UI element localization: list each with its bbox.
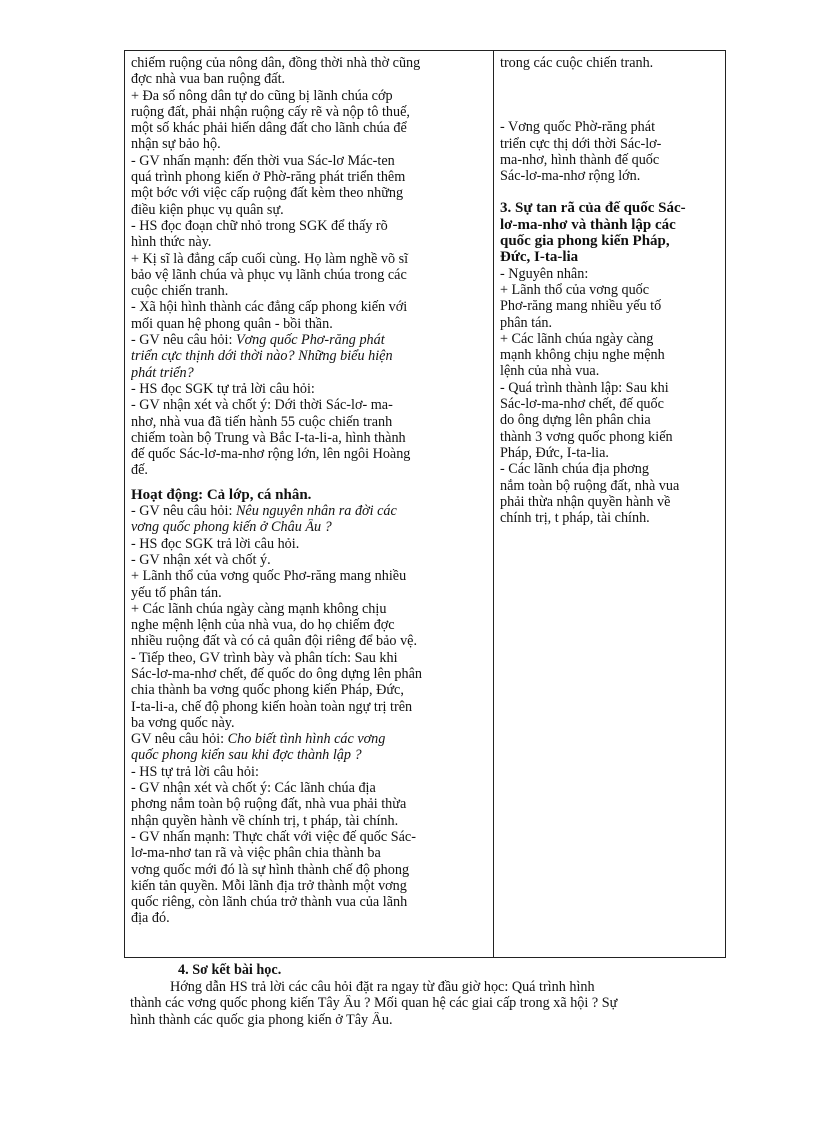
text-line: lệnh của nhà vua.	[500, 363, 600, 380]
text-line: ba vơng quốc này.	[131, 714, 235, 731]
text-line: Sác-lơ-ma-nhơ rộng lớn.	[500, 168, 641, 185]
text-line: nghe mệnh lệnh của nhà vua, do họ chiếm đợc	[131, 617, 395, 634]
text-line: - Tiếp theo, GV trình bày và phân tích: Sau khi	[131, 649, 398, 666]
teacher-student-activities-column	[131, 55, 486, 927]
summary-line: Hớng dẫn HS trả lời các câu hỏi đặt ra ngay từ đầu giờ học: Quá trình hình	[170, 978, 595, 995]
text-line: bảo vệ lãnh chúa và phục vụ lãnh chúa trong các	[131, 266, 407, 283]
text-line: đế.	[131, 462, 148, 479]
question-line: quốc phong kiến sau khi đợc thành lập ?	[131, 747, 362, 764]
text-line: phơng nắm toàn bộ ruộng đất, nhà vua phải thừa	[131, 796, 407, 813]
summary-line: thành các vơng quốc phong kiến Tây Âu ? Mối quan hệ các giai cấp trong xã hội ? Sự	[130, 995, 618, 1011]
text-line: ma-nhơ, hình thành đế quốc	[500, 151, 660, 168]
text-line: nhơ, nhà vua đã tiến hành 55 cuộc chiến tranh	[131, 413, 393, 430]
activity-heading: Hoạt động: Cả lớp, cá nhân.	[131, 486, 312, 503]
key-points-column	[500, 55, 720, 526]
text-line: - Quá trình thành lập: Sau khi	[500, 379, 669, 396]
text-line: chính trị, t pháp, tài chính.	[500, 510, 650, 527]
text-line: I-ta-li-a, chế độ phong kiến hoàn toàn ngự trị trên	[131, 698, 413, 715]
text-line: nhận quyền hành về chính trị, t pháp, tài chính.	[131, 812, 399, 829]
text-line: trong các cuộc chiến tranh.	[500, 55, 654, 71]
text-line: + Đa số nông dân tự do cũng bị lãnh chúa cớp	[131, 87, 393, 104]
text-line: - GV nhấn mạnh: Thực chất với việc đế quốc Sác-	[131, 828, 416, 845]
text-line: - HS đọc đoạn chữ nhỏ trong SGK để thấy rõ	[131, 217, 388, 234]
text-line: nắm toàn bộ ruộng đất, nhà vua	[500, 477, 680, 494]
section-heading: lơ-ma-nhơ và thành lập các	[500, 216, 676, 233]
text-line: kiến tản quyền. Mỗi lãnh địa trở thành một vơng	[131, 877, 407, 894]
text-line: đế quốc Sác-lơ-ma-nhơ rộng lớn, lên ngôi Hoàng	[131, 446, 411, 463]
text-line: mạnh không chịu nghe mệnh	[500, 347, 665, 364]
text-line: đợc nhà vua ban ruộng đất.	[131, 71, 286, 88]
text-line: - Nguyên nhân:	[500, 265, 589, 282]
text-line: hình thức này.	[131, 234, 212, 251]
text-line: một bớc với việc cấp ruộng đất kèm theo những	[131, 185, 404, 202]
text-line: triển cực thị dới thời Sác-lơ-	[500, 135, 662, 152]
text-line: nhận sự bảo hộ.	[131, 136, 221, 153]
question-line	[131, 503, 486, 519]
text-line: - GV nhấn mạnh: đến thời vua Sác-lơ Mác-ten	[131, 152, 395, 169]
text-line: + Lãnh thổ của vơng quốc	[500, 281, 650, 298]
text-line: Sác-lơ-ma-nhơ chết, đế quốc	[500, 396, 664, 413]
text-line: điều kiện phục vụ quân sự.	[131, 201, 284, 218]
text-line: mối quan hệ phong quân - bồi thần.	[131, 315, 333, 332]
summary-line: hình thành các quốc gia phong kiến ở Tây Âu.	[130, 1011, 393, 1028]
text-line: - Các lãnh chúa địa phơng	[500, 461, 649, 478]
text-line: địa đó.	[131, 910, 170, 927]
question-prefix: - GV nêu câu hỏi:	[131, 332, 236, 349]
text-line: chiếm toàn bộ Trung và Bắc I-ta-li-a, hình thành	[131, 429, 406, 446]
text-line: ruộng đất, phải nhận ruộng cấy rẽ và nộp tô thuế,	[131, 103, 410, 120]
text-line: - HS tự trả lời câu hỏi:	[131, 763, 259, 780]
text-line: Phơ-răng mang nhiều yếu tố	[500, 298, 662, 315]
question-text: Nêu nguyên nhân ra đời các	[235, 503, 397, 520]
text-line: - Vơng quốc Phờ-răng phát	[500, 119, 656, 136]
text-line: chiếm ruộng của nông dân, đồng thời nhà thờ cũng	[131, 55, 421, 71]
summary-title: 4. Sơ kết bài học.	[178, 962, 282, 978]
text-line: vơng quốc mới đó là sự hình thành chế độ phong	[131, 861, 410, 878]
text-line: + Lãnh thổ của vơng quốc Phơ-răng mang nhiều	[131, 568, 407, 585]
text-line: phân tán.	[500, 314, 553, 331]
lesson-table	[124, 50, 726, 958]
question-line	[131, 332, 486, 348]
question-line: vơng quốc phong kiến ở Châu Âu ?	[131, 519, 332, 536]
text-line: chia thành ba vơng quốc phong kiến Pháp, Đức,	[131, 682, 404, 699]
column-divider	[493, 51, 494, 957]
text-line: Sác-lơ-ma-nhơ chết, đế quốc do ông dựng lên phân	[131, 665, 422, 682]
question-line: phát triển?	[131, 364, 194, 381]
question-line	[131, 731, 486, 747]
text-line: - HS đọc SGK trả lời câu hỏi.	[131, 535, 300, 552]
text-line: - GV nhận xét và chốt ý: Dới thời Sác-lơ- ma-	[131, 397, 393, 414]
text-line: - HS đọc SGK tự trả lời câu hỏi:	[131, 380, 315, 397]
text-line: + Các lãnh chúa ngày càng mạnh không chịu	[131, 600, 387, 617]
text-line: cuộc chiến tranh.	[131, 283, 229, 300]
text-line: + Kị sĩ là đẳng cấp cuối cùng. Họ làm nghề võ sĩ	[131, 250, 409, 267]
question-prefix: - GV nêu câu hỏi:	[131, 503, 236, 520]
text-line: lơ-ma-nhơ tan rã và việc phân chia thành ba	[131, 845, 381, 862]
section-heading: 3. Sự tan rã của đế quốc Sác-	[500, 200, 686, 217]
section-heading: Đức, I-ta-lia	[500, 249, 579, 266]
text-line: - Xã hội hình thành các đẳng cấp phong kiến với	[131, 299, 408, 316]
text-line: quá trình phong kiến ở Phờ-răng phát triển thêm	[131, 169, 406, 186]
text-line: nhiều ruộng đất và có cả quân đội riêng để bảo vệ.	[131, 633, 418, 650]
text-line: quốc riêng, còn lãnh chúa trở thành vua của lãnh	[131, 894, 408, 911]
question-text: Cho biết tình hình các vơng	[227, 731, 386, 748]
text-line: một số khác phải hiến dâng đất cho lãnh chúa để	[131, 120, 407, 137]
lesson-summary	[130, 962, 730, 1028]
question-prefix: GV nêu câu hỏi:	[131, 731, 228, 748]
text-line: + Các lãnh chúa ngày càng	[500, 330, 654, 347]
text-line: - GV nhận xét và chốt ý: Các lãnh chúa địa	[131, 780, 376, 797]
text-line: phải thừa nhận quyền hành về	[500, 493, 671, 510]
text-line: Pháp, Đức, I-ta-lia.	[500, 444, 609, 461]
question-line: triển cực thịnh dới thời nào? Những biểu hiện	[131, 348, 393, 365]
text-line: - GV nhận xét và chốt ý.	[131, 551, 271, 568]
section-heading: quốc gia phong kiến Pháp,	[500, 233, 670, 250]
question-text: Vơng quốc Phơ-răng phát	[235, 332, 385, 349]
text-line: thành 3 vơng quốc phong kiến	[500, 428, 673, 445]
text-line: yếu tố phân tán.	[131, 584, 222, 601]
text-line: do ông dựng lên phân chia	[500, 412, 651, 429]
